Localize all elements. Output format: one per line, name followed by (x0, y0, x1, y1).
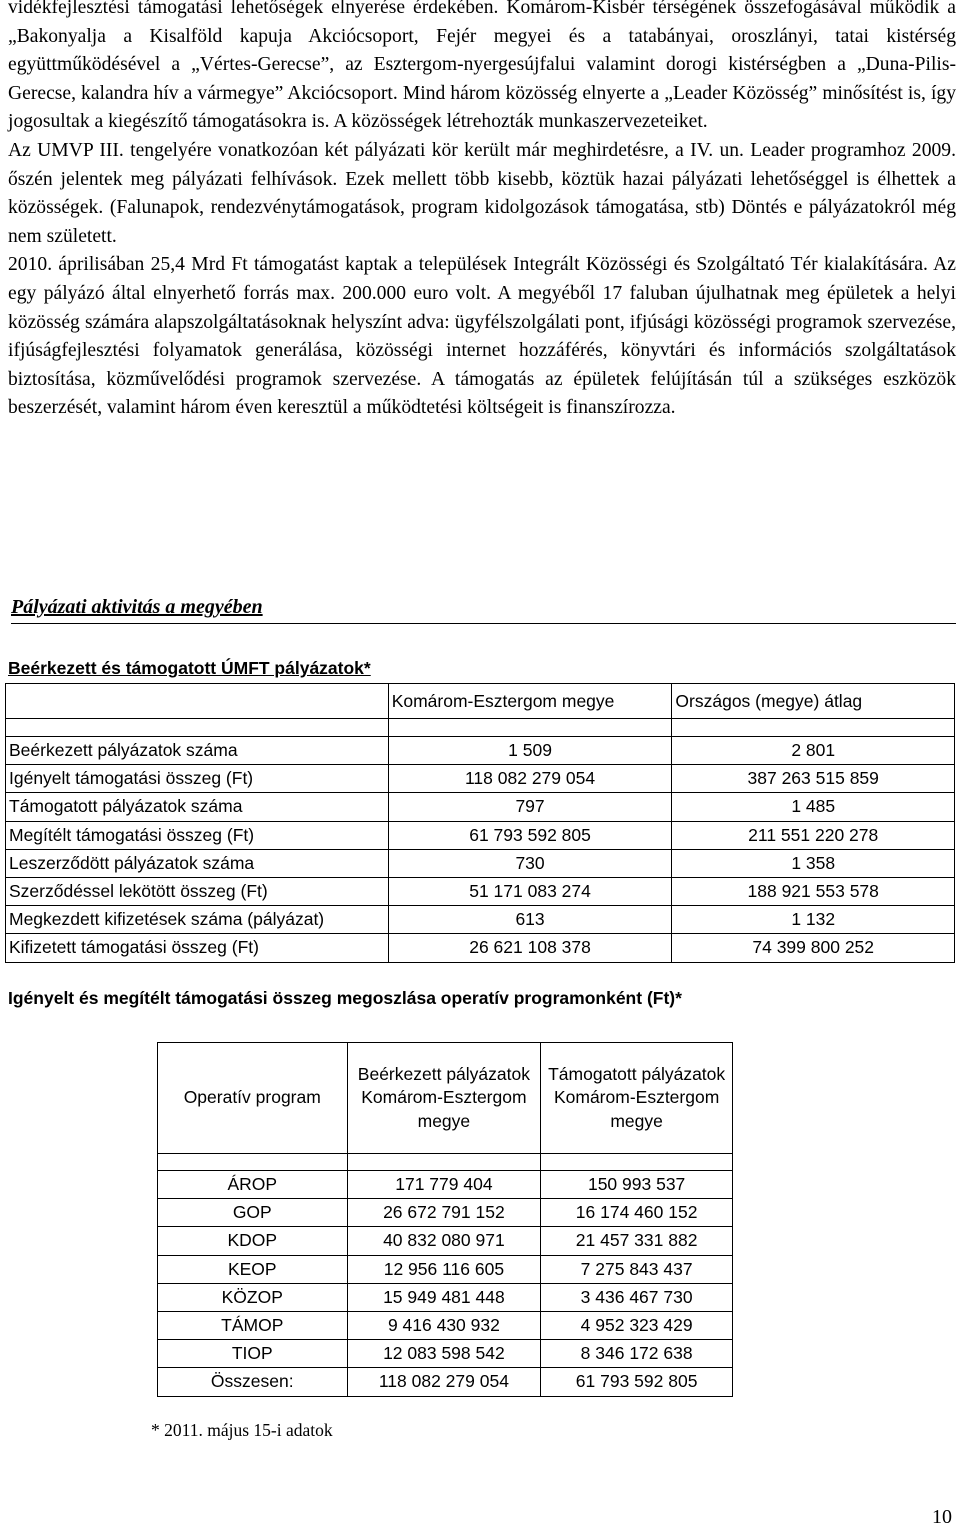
program-name: GOP (158, 1199, 348, 1227)
supported-amount: 4 952 323 429 (541, 1311, 733, 1339)
supported-amount: 7 275 843 437 (541, 1255, 733, 1283)
umft-table (5, 683, 955, 963)
body-text (8, 0, 956, 423)
row-label: Beérkezett pályázatok száma (6, 737, 389, 765)
national-value: 387 263 515 859 (672, 765, 955, 793)
national-value: 188 921 553 578 (672, 877, 955, 905)
supported-amount: 61 793 592 805 (541, 1368, 733, 1396)
operative-program-table (157, 1042, 733, 1397)
page-number: 10 (932, 1506, 952, 1528)
table-row (6, 934, 955, 962)
table1-spacer-row (6, 719, 955, 737)
county-value: 61 793 592 805 (388, 821, 672, 849)
table-row (6, 906, 955, 934)
table2-spacer-row (158, 1154, 733, 1171)
supported-amount: 3 436 467 730 (541, 1283, 733, 1311)
footnote: * 2011. május 15-i adatok (151, 1420, 333, 1440)
submitted-amount: 15 949 481 448 (347, 1283, 541, 1311)
row-label: Igényelt támogatási összeg (Ft) (6, 765, 389, 793)
table1-corner-cell (6, 684, 389, 719)
table1-col-national: Országos (megye) átlag (672, 684, 955, 719)
table2-col-supported: Támogatott pályázatok Komárom-Esztergom megye (541, 1043, 733, 1154)
table-row (158, 1255, 733, 1283)
table1-header-row (6, 684, 955, 719)
national-value: 1 132 (672, 906, 955, 934)
table-row (6, 737, 955, 765)
county-value: 797 (388, 793, 672, 821)
paragraph-ikszt: 2010. áprilisában 25,4 Mrd Ft támogatást kaptak a települések Integrált Közösségi és Szolgáltató Tér kialakítására. Az egy pályázó által elnyerhető forrás max. 200.000 euro volt. A megyéből 17 faluban újulhatnak meg épületek a helyi közösség számára alapszolgáltatásoknak helyszínt adva: ügyfélszolgálati pont, ifjúsági közösségi programok szervezése, ifjúságfejlesztési folyamatok generálása, közösségi internet hozzáférés, könyvtári és információs szolgáltatások biztosítása, közművelődési programok szervezése. A támogatás az épületek felújításán túl a szükséges eszközök beszerzését, valamint három éven keresztül a működtetési költségeit is finanszírozza. (8, 254, 956, 419)
national-value: 1 485 (672, 793, 955, 821)
table1-title: Beérkezett és támogatott ÚMFT pályázatok* (8, 658, 371, 678)
national-value: 74 399 800 252 (672, 934, 955, 962)
submitted-amount: 9 416 430 932 (347, 1311, 541, 1339)
row-label: Támogatott pályázatok száma (6, 793, 389, 821)
national-value: 1 358 (672, 849, 955, 877)
paragraph-umvp: Az UMVP III. tengelyére vonatkozóan két pályázati kör került már meghirdetésre, a IV. un. Leader programhoz 2009. őszén jelentek meg pályázati felhívások. Ezek mellett több kisebb, köztük hazai pályázati lehetőséggel is élhettek a közösségek. (Falunapok, rendezvénytámogatások, program kidolgozások támogatása, stb) Döntés e pályázatokról még nem született. (8, 139, 956, 247)
program-name: KDOP (158, 1227, 348, 1255)
table-row (6, 821, 955, 849)
table-row (158, 1199, 733, 1227)
row-label: Megítélt támogatási összeg (Ft) (6, 821, 389, 849)
paragraph-leader: vidékfejlesztési támogatási lehetőségek elnyerése érdekében. Komárom-Kisbér térségének összefogásával működik a „Bakonyalja a Kisalföld kapuja Akciócsoport, Fejér megyei és a tatabányai, oroszlányi, tatai kistérség együttműködésével a „Vértes-Gerecse”, az Esztergom-nyergesújfalui valamint dorogi kistérségben a „Duna-Pilis-Gerecse, kalandra hív a vármegye” Akciócsoport. Mind három közösség elnyerte a „Leader Közösség” minősítést is, így jogosultak a kiegészítő támogatásokra is. A közösségek létrehozták munkaszervezeteiket. (8, 0, 956, 133)
program-name: TÁMOP (158, 1311, 348, 1339)
table-row (158, 1340, 733, 1368)
table-row (6, 877, 955, 905)
table2-col-program: Operatív program (158, 1043, 348, 1154)
submitted-amount: 12 083 598 542 (347, 1340, 541, 1368)
submitted-amount: 12 956 116 605 (347, 1255, 541, 1283)
program-name: ÁROP (158, 1171, 348, 1199)
county-value: 26 621 108 378 (388, 934, 672, 962)
table-row (6, 765, 955, 793)
national-value: 2 801 (672, 737, 955, 765)
county-value: 730 (388, 849, 672, 877)
supported-amount: 8 346 172 638 (541, 1340, 733, 1368)
table-row (158, 1368, 733, 1396)
table-row (158, 1311, 733, 1339)
national-value: 211 551 220 278 (672, 821, 955, 849)
table2-col-submitted: Beérkezett pályázatok Komárom-Esztergom megye (347, 1043, 541, 1154)
submitted-amount: 26 672 791 152 (347, 1199, 541, 1227)
program-name: TIOP (158, 1340, 348, 1368)
program-name: Összesen: (158, 1368, 348, 1396)
table-row (158, 1227, 733, 1255)
table-row (158, 1283, 733, 1311)
row-label: Kifizetett támogatási összeg (Ft) (6, 934, 389, 962)
table-row (6, 849, 955, 877)
section-title: Pályázati aktivitás a megyében (11, 596, 956, 624)
supported-amount: 21 457 331 882 (541, 1227, 733, 1255)
row-label: Szerződéssel lekötött összeg (Ft) (6, 877, 389, 905)
supported-amount: 150 993 537 (541, 1171, 733, 1199)
county-value: 51 171 083 274 (388, 877, 672, 905)
row-label: Leszerződött pályázatok száma (6, 849, 389, 877)
table-row (158, 1171, 733, 1199)
table1-col-county: Komárom-Esztergom megye (388, 684, 672, 719)
program-name: KEOP (158, 1255, 348, 1283)
table-row (6, 793, 955, 821)
supported-amount: 16 174 460 152 (541, 1199, 733, 1227)
submitted-amount: 118 082 279 054 (347, 1368, 541, 1396)
county-value: 1 509 (388, 737, 672, 765)
submitted-amount: 40 832 080 971 (347, 1227, 541, 1255)
county-value: 118 082 279 054 (388, 765, 672, 793)
county-value: 613 (388, 906, 672, 934)
program-name: KÖZOP (158, 1283, 348, 1311)
submitted-amount: 171 779 404 (347, 1171, 541, 1199)
table2-title: Igényelt és megítélt támogatási összeg megoszlása operatív programonként (Ft)* (8, 988, 682, 1008)
row-label: Megkezdett kifizetések száma (pályázat) (6, 906, 389, 934)
table2-header-row (158, 1043, 733, 1154)
